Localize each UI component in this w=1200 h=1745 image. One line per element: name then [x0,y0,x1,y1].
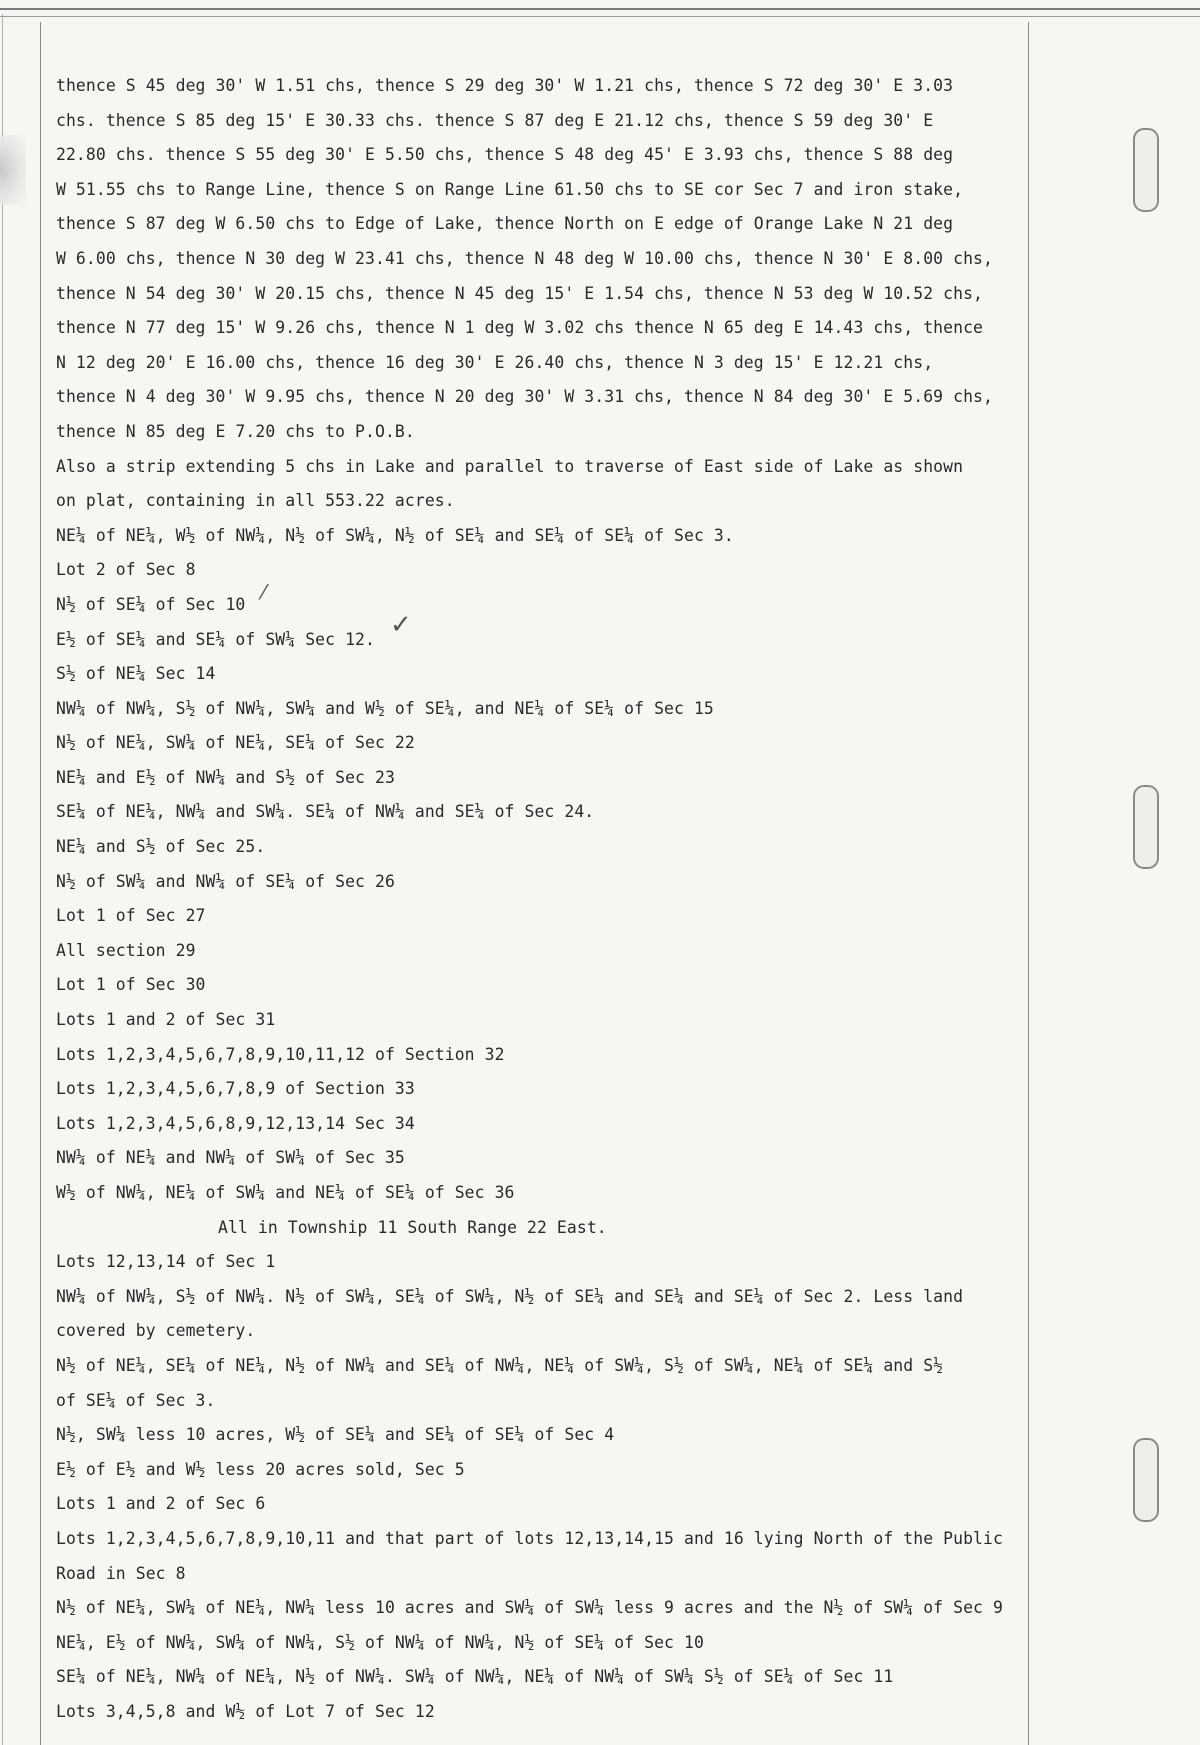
typed-legal-description [56,76,1036,1737]
text-line: N½ of NE¼, SW¼ of NE¼, NW¼ less 10 acres and SW¼ of SW¼ less 9 acres and the N½ of SW¼ of Sec 9 [56,1598,1003,1618]
text-line: W 51.55 chs to Range Line, thence S on Range Line 61.50 chs to SE cor Sec 7 and iron stake, [56,179,964,199]
binder-hole-top [1133,128,1159,212]
binder-hole-bottom [1133,1438,1159,1522]
text-line: on plat, containing in all 553.22 acres. [56,491,455,511]
text-line: thence N 4 deg 30' W 9.95 chs, thence N 20 deg 30' W 3.31 chs, thence N 84 deg 30' E 5.69 chs, [56,387,993,407]
text-line: NW¼ of NW¼, S½ of NW¼, SW¼ and W½ of SE¼, and NE¼ of SE¼ of Sec 15 [56,698,714,718]
text-line: Lots 1,2,3,4,5,6,8,9,12,13,14 Sec 34 [56,1113,415,1133]
text-line: NE¼ and E½ of NW¼ and S½ of Sec 23 [56,767,395,787]
check-mark-icon: ✓ [390,610,412,640]
text-line: 22.80 chs. thence S 55 deg 30' E 5.50 chs, thence S 48 deg 45' E 3.93 chs, thence S 88 deg [56,145,954,165]
text-line: NE¼ and S½ of Sec 25. [56,837,266,857]
text-line: W 6.00 chs, thence N 30 deg W 23.41 chs, thence N 48 deg W 10.00 chs, thence N 30' E 8.00 chs, [56,248,993,268]
text-line: chs. thence S 85 deg 15' E 30.33 chs. thence S 87 deg E 21.12 chs, thence S 59 deg 30' E [56,110,934,130]
text-line: SE¼ of NE¼, NW¼ and SW¼. SE¼ of NW¼ and SE¼ of Sec 24. [56,802,595,822]
text-line: NW¼ of NW¼, S½ of NW¼. N½ of SW¼, SE¼ of SW¼, N½ of SE¼ and SE¼ and SE¼ of Sec 2. Less land [56,1286,964,1306]
text-line: N½, SW¼ less 10 acres, W½ of SE¼ and SE¼ of SE¼ of Sec 4 [56,1425,615,1445]
text-line: Also a strip extending 5 chs in Lake and parallel to traverse of East side of Lake as shown [56,456,964,476]
text-line: N 12 deg 20' E 16.00 chs, thence 16 deg 30' E 26.40 chs, thence N 3 deg 15' E 12.21 chs, [56,352,934,372]
text-line: N½ of NE¼, SW¼ of NE¼, SE¼ of Sec 22 [56,733,415,753]
text-line: W½ of NW¼, NE¼ of SW¼ and NE¼ of SE¼ of Sec 36 [56,1183,515,1202]
text-line: Lot 1 of Sec 30 [56,975,206,995]
text-line: Lots 3,4,5,8 and W½ of Lot 7 of Sec 12 [56,1701,435,1721]
text-line: S½ of NE¼ Sec 14 [56,664,216,684]
text-line: N½ of SW¼ and NW¼ of SE¼ of Sec 26 [56,871,395,891]
text-line: Lots 1,2,3,4,5,6,7,8,9,10,11,12 of Section 32 [56,1044,505,1064]
left-margin-line [40,22,41,1745]
text-line: Lots 12,13,14 of Sec 1 [56,1252,276,1272]
text-line: NE¼, E½ of NW¼, SW¼ of NW¼, S½ of NW¼ of NW¼, N½ of SE¼ of Sec 10 [56,1632,704,1652]
text-line: thence N 77 deg 15' W 9.26 chs, thence N 1 deg W 3.02 chs thence N 65 deg E 14.43 chs, thence [56,318,984,338]
text-line: Lots 1,2,3,4,5,6,7,8,9,10,11 and that part of lots 12,13,14,15 and 16 lying North of the Public [56,1528,1003,1548]
left-page-edge [2,14,3,1745]
top-rule [0,8,1200,17]
pencil-stroke-icon: ⁄ [262,580,266,604]
township-heading: All in Township 11 South Range 22 East. [218,1217,607,1237]
text-line: Lots 1 and 2 of Sec 31 [56,1010,276,1030]
text-line: thence N 54 deg 30' W 20.15 chs, thence N 45 deg 15' E 1.54 chs, thence N 53 deg W 10.52 chs, [56,283,984,303]
text-line: Road in Sec 8 [56,1563,186,1583]
text-line: E½ of SE¼ and SE¼ of SW¼ Sec 12. [56,629,375,649]
text-line: All section 29 [56,940,196,960]
text-line: thence N 85 deg E 7.20 chs to P.O.B. [56,421,415,441]
scan-shadow [0,135,26,205]
text-line: N½ of NE¼, SE¼ of NE¼, N½ of NW¼ and SE¼ of NW¼, NE¼ of SW¼, S½ of SW¼, NE¼ of SE¼ and S½ [56,1355,944,1375]
text-line: thence S 45 deg 30' W 1.51 chs, thence S 29 deg 30' W 1.21 chs, thence S 72 deg 30' E 3.03 [56,76,954,95]
text-line: NE¼ of NE¼, W½ of NW¼, N½ of SW¼, N½ of SE¼ and SE¼ of SE¼ of Sec 3. [56,525,734,545]
text-line: Lots 1 and 2 of Sec 6 [56,1494,266,1514]
text-line: covered by cemetery. [56,1321,256,1341]
text-line: Lot 2 of Sec 8 [56,560,196,580]
text-line: E½ of E½ and W½ less 20 acres sold, Sec 5 [56,1459,465,1479]
text-line: thence S 87 deg W 6.50 chs to Edge of Lake, thence North on E edge of Orange Lake N 21 deg [56,214,954,234]
text-line: SE¼ of NE¼, NW¼ of NE¼, N½ of NW¼. SW¼ of NW¼, NE¼ of NW¼ of SW¼ S½ of SE¼ of Sec 11 [56,1667,894,1687]
text-line: Lot 1 of Sec 27 [56,906,206,926]
text-line: NW¼ of NE¼ and NW¼ of SW¼ of Sec 35 [56,1148,405,1168]
text-line: of SE¼ of Sec 3. [56,1390,216,1410]
binder-hole-middle [1133,785,1159,869]
text-line: N½ of SE¼ of Sec 10 [56,594,246,614]
text-line: Lots 1,2,3,4,5,6,7,8,9 of Section 33 [56,1079,415,1099]
